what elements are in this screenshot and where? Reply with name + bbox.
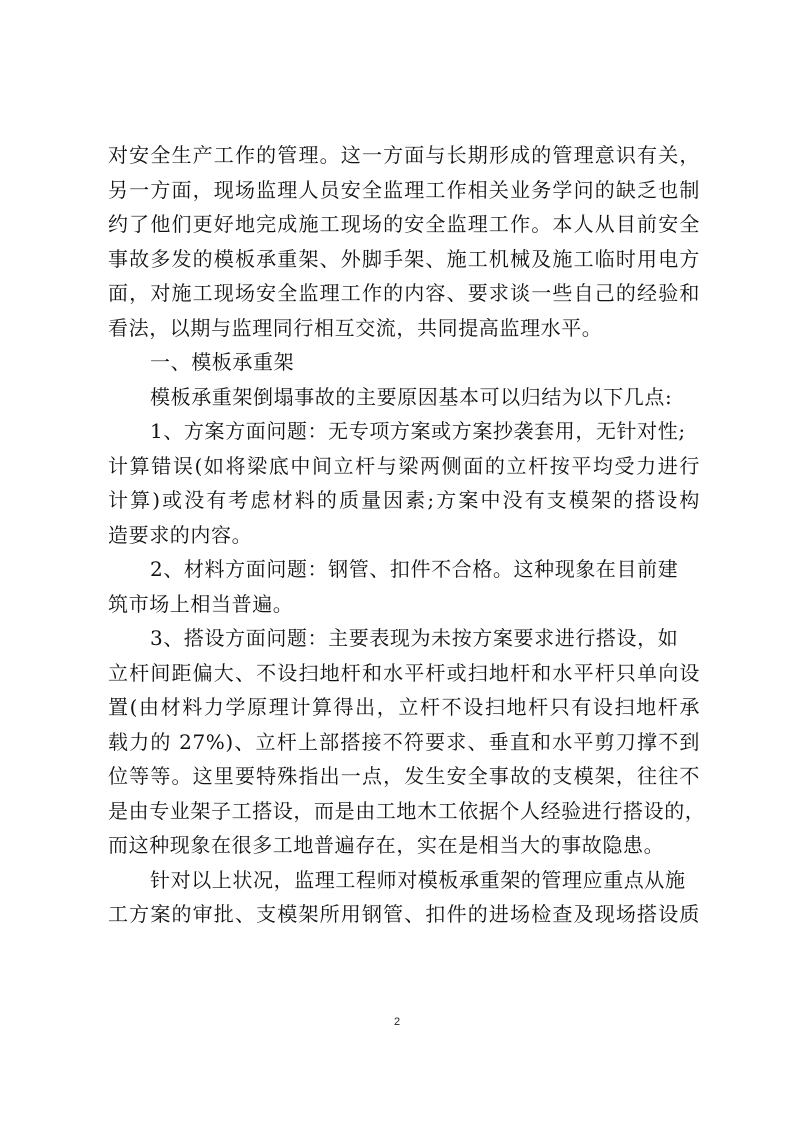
text-line: 筑市场上相当普遍。: [108, 591, 294, 616]
text-line: 事故多发的模板承重架、外脚手架、施工机械及施工临时用电方: [108, 246, 700, 271]
section-heading: 一、模板承重架: [150, 350, 295, 374]
text-line: 是由专业架子工搭设，而是由工地木工依据个人经验进行搭设的，: [108, 798, 706, 823]
text-line: 模板承重架倒塌事故的主要原因基本可以归结为以下几点:: [150, 384, 673, 409]
list-item-3: 3、搭设方面问题：主要表现为未按方案要求进行搭设，如: [150, 626, 679, 650]
list-item-1: 1、方案方面问题：无专项方案或方案抄袭套用，无针对性;: [150, 419, 686, 443]
text-line: 工方案的审批、支模架所用钢管、扣件的进场检查及现场搭设质: [108, 902, 700, 926]
list-item-2: 2、材料方面问题：钢管、扣件不合格。这种现象在目前建: [150, 557, 679, 581]
text-line: 造要求的内容。: [108, 522, 253, 547]
text-line: 看法，以期与监理同行相互交流，共同提高监理水平。: [108, 315, 603, 340]
text-line: 面，对施工现场安全监理工作的内容、要求谈一些自己的经验和: [108, 281, 700, 305]
text-line: 置(由材料力学原理计算得出，立杆不设扫地杆只有设扫地杆承: [108, 695, 700, 719]
text-line: 计算)或没有考虑材料的质量因素;方案中没有支模架的搭设构: [108, 488, 700, 512]
body-text: [108, 138, 706, 932]
text-line: 另一方面，现场监理人员安全监理工作相关业务学问的缺乏也制: [108, 177, 700, 202]
text-line: 位等等。这里要特殊指出一点，发生安全事故的支模架，往往不: [108, 764, 700, 788]
text-line: 针对以上状况，监理工程师对模板承重架的管理应重点从施: [150, 867, 686, 892]
text-line: 载力的 27%)、立杆上部搭接不符要求、垂直和水平剪刀撑不到: [108, 729, 700, 754]
text-line: 立杆间距偏大、不设扫地杆和水平杆或扫地杆和水平杆只单向设: [108, 660, 700, 685]
text-line: 而这种现象在很多工地普遍存在，实在是相当大的事故隐患。: [108, 833, 665, 857]
page-number: 2: [393, 1016, 401, 1028]
text-line: 对安全生产工作的管理。这一方面与长期形成的管理意识有关，: [108, 143, 700, 167]
text-line: 计算错误(如将梁底中间立杆与梁两侧面的立杆按平均受力进行: [108, 453, 700, 478]
text-line: 约了他们更好地完成施工现场的安全监理工作。本人从目前安全: [108, 212, 700, 236]
